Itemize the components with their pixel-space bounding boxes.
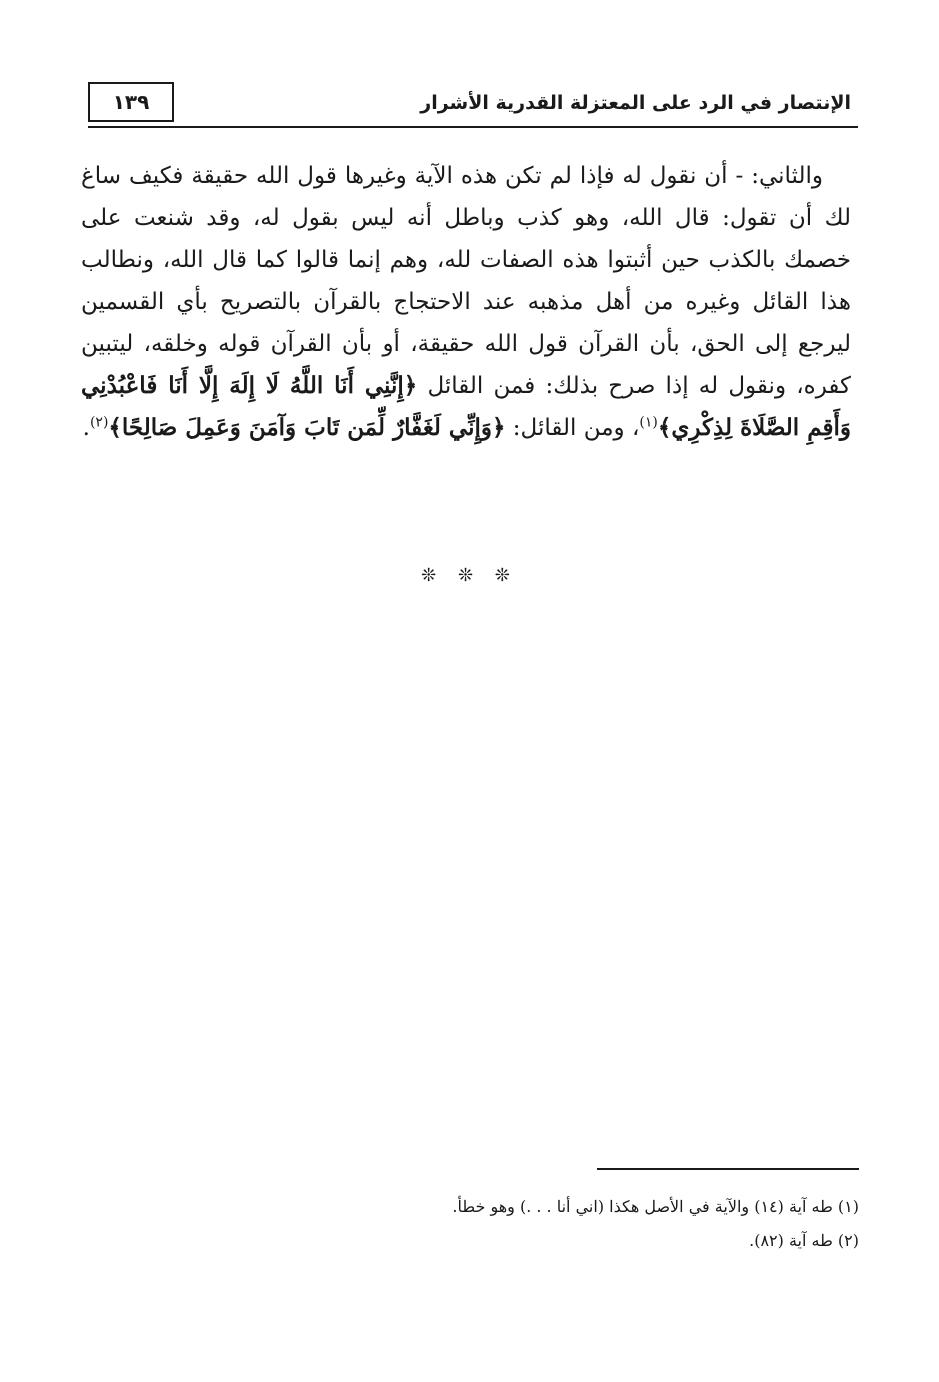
quran-verse-2: ﴿وَإِنِّي لَغَفَّارٌ لِّمَن تَابَ وَآمَنَ وَعَمِلَ صَالِحًا﴾ [108, 414, 506, 441]
footnote-1: (١) طه آية (١٤) والآية في الأصل هكذا (اني أنا . . .) وهو خطأ. [452, 1197, 859, 1216]
footnotes [159, 1190, 859, 1258]
quran-verse-1: ﴿إِنَّنِي أَنَا اللَّهُ لَا إِلَهَ إِلَّا أَنَا فَاعْبُدْنِي وَأَقِمِ الصَّلَاةَ لِذِكْرِي﴾ [81, 372, 851, 441]
footnote-ref-2: (٢) [89, 414, 109, 431]
section-separator: ❊ ❊ ❊ [421, 565, 518, 586]
body-text [81, 155, 851, 449]
paragraph-end: . [82, 415, 90, 441]
paragraph-text: والثاني: - أن نقول له فإذا لم تكن هذه الآية وغيرها قول الله حقيقة فكيف ساغ لك أن تقول: قال الله، وهو كذب وباطل أنه ليس بقول له، وقد شنعت على خصمك بالكذب حين أثبتوا هذه الصفات لله، وهم إنما قالوا كما قال الله، ونطالب هذا القائل وغيره من أهل مذهبه عند الاحتجاج بالقرآن بالتصريح بأي القسمين ليرجع إلى الحق، بأن القرآن قول الله حقيقة، أو بأن القرآن قوله وخلقه، ليتبين كفره، ونقول له إذا صرح بذلك: فمن القائل [81, 163, 851, 399]
page-number: ١٣٩ [88, 82, 174, 122]
paragraph [81, 155, 851, 449]
running-header-title: الإنتصار في الرد على المعتزلة القدرية الأشرار [420, 92, 851, 114]
paragraph-text-continued: ، ومن القائل: [512, 415, 640, 441]
footnote-2: (٢) طه آية (٨٢). [749, 1231, 859, 1250]
footnote-rule [597, 1168, 859, 1170]
footnote-ref-1: (١) [639, 414, 658, 431]
header-rule [88, 126, 858, 128]
